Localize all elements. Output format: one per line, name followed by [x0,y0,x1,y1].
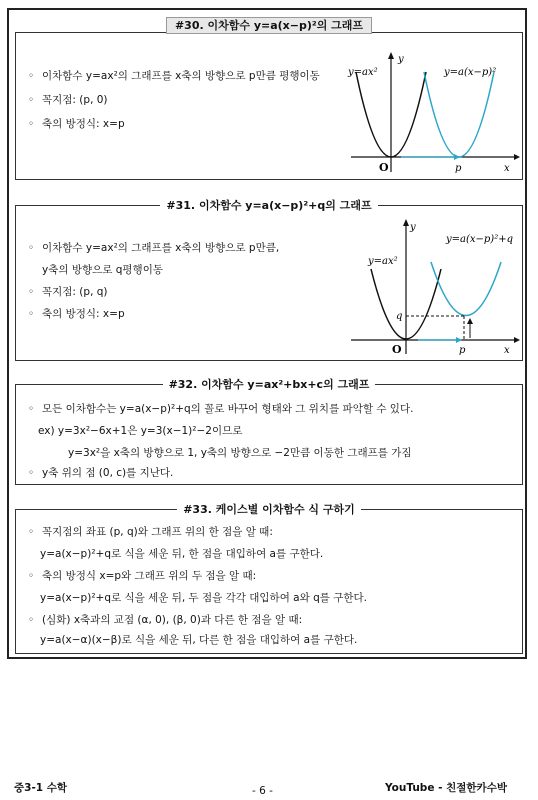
section-30-title [16,17,522,35]
footer-page-number: - 6 - [252,785,273,797]
s30-line-2 [28,92,108,107]
bullet-icon: ◦ [28,570,35,582]
bullet-icon: ◦ [28,403,35,415]
s32-line-4 [28,465,173,480]
s31-line-2 [42,262,163,277]
section-30-title-text: #30. 이차함수 y=a(x−p)²의 그래프 [166,17,372,34]
up-arrow-icon [467,318,473,324]
label-x: x [504,163,510,174]
label-origin: O [392,343,402,356]
s31-line-4 [28,306,125,321]
x-axis-arrow-icon [514,154,520,160]
label-right: y=a(x−p)² [444,67,497,78]
bullet-icon: ◦ [28,242,35,254]
y-axis-arrow-icon [388,52,394,59]
bullet-icon: ◦ [28,614,35,626]
footer-right: YouTube - 친절한카수박 [385,782,507,794]
bullet-icon: ◦ [28,286,35,298]
section-31 [15,199,523,361]
section-32 [15,378,523,485]
y-axis-arrow-icon [403,219,409,226]
s33-line-5-text: (심화) x축과의 교점 (α, 0), (β, 0)과 다른 한 점을 알 때: [42,614,303,626]
label-left: y=ax² [348,67,378,78]
s33-line-3-text: 축의 방정식 x=p와 그래프 위의 두 점을 알 때: [42,570,257,582]
s33-line-1 [28,524,273,539]
s31-line-1-text: 이차함수 y=ax²의 그래프를 x축의 방향으로 p만큼, [42,242,280,254]
bullet-icon: ◦ [28,70,35,82]
section-33-title [16,501,522,519]
s31-line-3 [28,284,108,299]
s30-line-3 [28,116,125,131]
label-origin: O [379,161,389,174]
label-y: y [398,54,404,65]
curve-axp2 [424,72,494,157]
bullet-icon: ◦ [28,467,35,479]
s32-line-1-text: 모든 이차함수는 y=a(x−p)²+q의 꼴로 바꾸어 형태와 그 위치를 파악할 수 있다. [42,403,414,415]
shift-arrow-icon [456,337,462,343]
s33-line-2 [40,546,323,561]
s33-line-4 [40,590,367,605]
s31-line-4-text: 축의 방정식: x=p [42,308,125,320]
s30-line-1 [28,68,320,83]
bullet-icon: ◦ [28,308,35,320]
label-right: y=a(x−p)²+q [446,234,514,245]
s33-line-2-text: y=a(x−p)²+q로 식을 세운 뒤, 한 점을 대입하여 a를 구한다. [40,548,324,560]
label-left: y=ax² [368,256,398,267]
section-32-title [16,376,522,394]
s33-line-1-text: 꼭지점의 좌표 (p, q)와 그래프 위의 한 점을 알 때: [42,526,273,538]
label-p: p [455,163,462,174]
s30-line-2-text: 꼭지점: (p, 0) [42,94,108,106]
section-32-title-text: #32. 이차함수 y=ax²+bx+c의 그래프 [163,378,376,391]
label-y: y [410,222,416,233]
s31-line-1 [28,240,279,255]
section-33 [15,503,523,654]
shift-arrow-icon [454,154,460,160]
s33-line-4-text: y=a(x−p)²+q로 식을 세운 뒤, 두 점을 각각 대입하여 a와 q를 구한다. [40,592,367,604]
section-33-title-text: #33. 케이스별 이차함수 식 구하기 [177,503,361,516]
bullet-icon: ◦ [28,118,35,130]
s30-line-1-text: 이차함수 y=ax²의 그래프를 x축의 방향으로 p만큼 평행이동 [42,70,320,82]
s33-line-3 [28,568,256,583]
s33-line-5 [28,612,302,627]
section-31-title-text: #31. 이차함수 y=a(x−p)²+q의 그래프 [160,199,377,212]
label-x: x [504,345,510,356]
section-31-title [16,197,522,215]
graph-30 [346,47,521,177]
footer-left: 중3-1 수학 [14,782,68,794]
s31-line-2-text: y축의 방향으로 q평행이동 [42,264,163,276]
s32-line-1 [28,401,413,416]
s31-line-3-text: 꼭지점: (p, q) [42,286,108,298]
s32-line-4-text: y축 위의 점 (0, c)를 지난다. [42,467,174,479]
s32-line-2 [38,423,242,438]
bullet-icon: ◦ [28,526,35,538]
s33-line-6 [40,632,357,647]
s32-line-3-text: y=3x²을 x축의 방향으로 1, y축의 방향으로 −2만큼 이동한 그래프를 가짐 [68,447,412,459]
section-30 [15,19,523,180]
s32-line-3 [68,445,412,460]
graph-31 [346,214,521,356]
s32-line-2-text: ex) y=3x²−6x+1은 y=3(x−1)²−2이므로 [38,425,243,437]
s30-line-3-text: 축의 방정식: x=p [42,118,125,130]
label-p: p [459,345,466,356]
s33-line-6-text: y=a(x−α)(x−β)로 식을 세운 뒤, 다른 한 점을 대입하여 a를 구한다. [40,634,358,646]
label-q: q [396,311,403,322]
x-axis-arrow-icon [514,337,520,343]
bullet-icon: ◦ [28,94,35,106]
